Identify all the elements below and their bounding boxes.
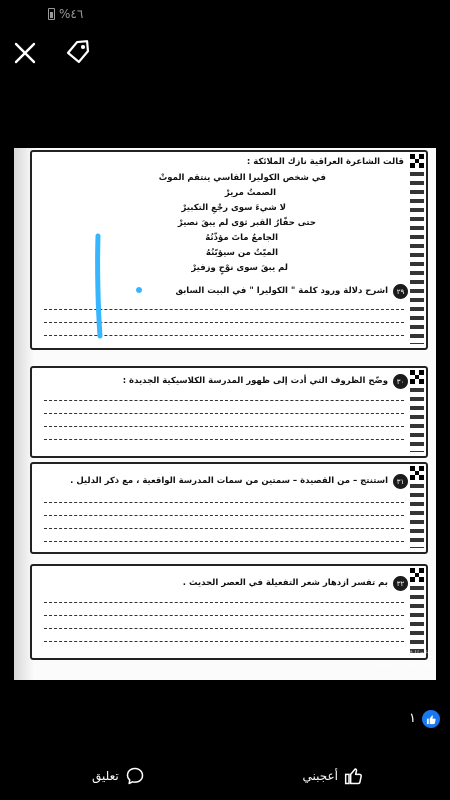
corner-pattern bbox=[410, 154, 424, 168]
post-action-bar bbox=[0, 758, 450, 794]
battery-icon bbox=[48, 8, 55, 20]
poem-verse: لم يبقَ سوى نوْحٍ وزفيرْ bbox=[191, 263, 288, 273]
poem-intro: قالت الشاعرة العراقية نازك الملائكة : bbox=[246, 157, 404, 167]
reaction-count: ١ bbox=[409, 711, 416, 726]
question-number: ٣٢ bbox=[393, 576, 408, 591]
answer-line bbox=[44, 628, 404, 629]
margin-strip bbox=[410, 484, 424, 548]
thumbs-up-icon bbox=[344, 766, 364, 786]
handwritten-score-mark bbox=[84, 228, 144, 348]
question-32-box bbox=[30, 564, 428, 660]
corner-pattern bbox=[410, 466, 424, 480]
answer-line bbox=[44, 615, 404, 616]
answer-line bbox=[44, 541, 404, 542]
question-text: بم تفسر ازدهار شعر التفعيلة في العصر الحديث . bbox=[182, 578, 388, 588]
handwritten-score-text bbox=[14, 148, 15, 149]
margin-strip bbox=[410, 586, 424, 654]
corner-pattern bbox=[410, 370, 424, 384]
close-button[interactable] bbox=[10, 38, 40, 68]
watermark-name: Menna Allah bbox=[374, 650, 430, 660]
question-text: اشرح دلالة ورود كلمة " الكوليرا " في البيت السابق bbox=[175, 286, 388, 296]
comment-button[interactable] bbox=[92, 766, 145, 786]
question-number: ٢٩ bbox=[393, 284, 408, 299]
answer-line bbox=[44, 400, 404, 401]
watermark-time: منذ ساعة واحدة bbox=[369, 660, 430, 670]
poem-verse: الجامعُ ماتَ مؤذّنُهُ bbox=[205, 233, 278, 243]
question-number: ٣١ bbox=[393, 474, 408, 489]
question-31-box bbox=[30, 462, 428, 554]
answer-line bbox=[44, 602, 404, 603]
margin-strip bbox=[410, 388, 424, 452]
poem-verse: الميّتُ من سيؤبّنُهُ bbox=[205, 248, 278, 258]
like-label: أعجبني bbox=[302, 769, 338, 783]
poem-verse: في شخص الكوليرا القاسي ينتقم الموتْ bbox=[158, 173, 326, 183]
poem-verse: الصمتُ مريرْ bbox=[224, 188, 276, 198]
comment-label: تعليق bbox=[92, 769, 119, 783]
question-30-box bbox=[30, 366, 428, 458]
battery-percent: %٤٦ bbox=[59, 7, 84, 21]
answer-line bbox=[44, 439, 404, 440]
question-text: وضّح الظروف التي أدت إلى ظهور المدرسة الكلاسيكية الجديدة : bbox=[122, 376, 388, 386]
answer-line bbox=[44, 502, 404, 503]
corner-pattern bbox=[410, 568, 424, 582]
question-number: ٣٠ bbox=[393, 374, 408, 389]
viewer-top-bar bbox=[0, 30, 450, 78]
post-photo[interactable] bbox=[14, 148, 436, 680]
answer-line bbox=[44, 528, 404, 529]
answer-line bbox=[44, 426, 404, 427]
poem-verse: لا شيءَ سوى رجْعِ التكبيرْ bbox=[181, 203, 286, 213]
answer-line bbox=[44, 515, 404, 516]
answer-line bbox=[44, 413, 404, 414]
comment-icon bbox=[125, 766, 145, 786]
close-icon bbox=[10, 38, 40, 68]
status-bar bbox=[0, 0, 450, 28]
reactions-row[interactable] bbox=[0, 705, 450, 735]
tag-button[interactable] bbox=[62, 36, 94, 68]
margin-strip bbox=[410, 172, 424, 344]
like-reaction-icon bbox=[422, 710, 440, 728]
answer-line bbox=[44, 641, 404, 642]
tag-icon bbox=[62, 36, 94, 68]
author-watermark bbox=[370, 650, 430, 670]
poem-verse: حتى حفّارُ القبر ثوَى لم يبقَ نصيرْ bbox=[177, 218, 316, 228]
like-button[interactable] bbox=[303, 766, 364, 786]
question-text: استنتج – من القصيدة – سمتين من سمات المدرسة الواقعية ، مع ذكر الدليل . bbox=[70, 476, 388, 486]
